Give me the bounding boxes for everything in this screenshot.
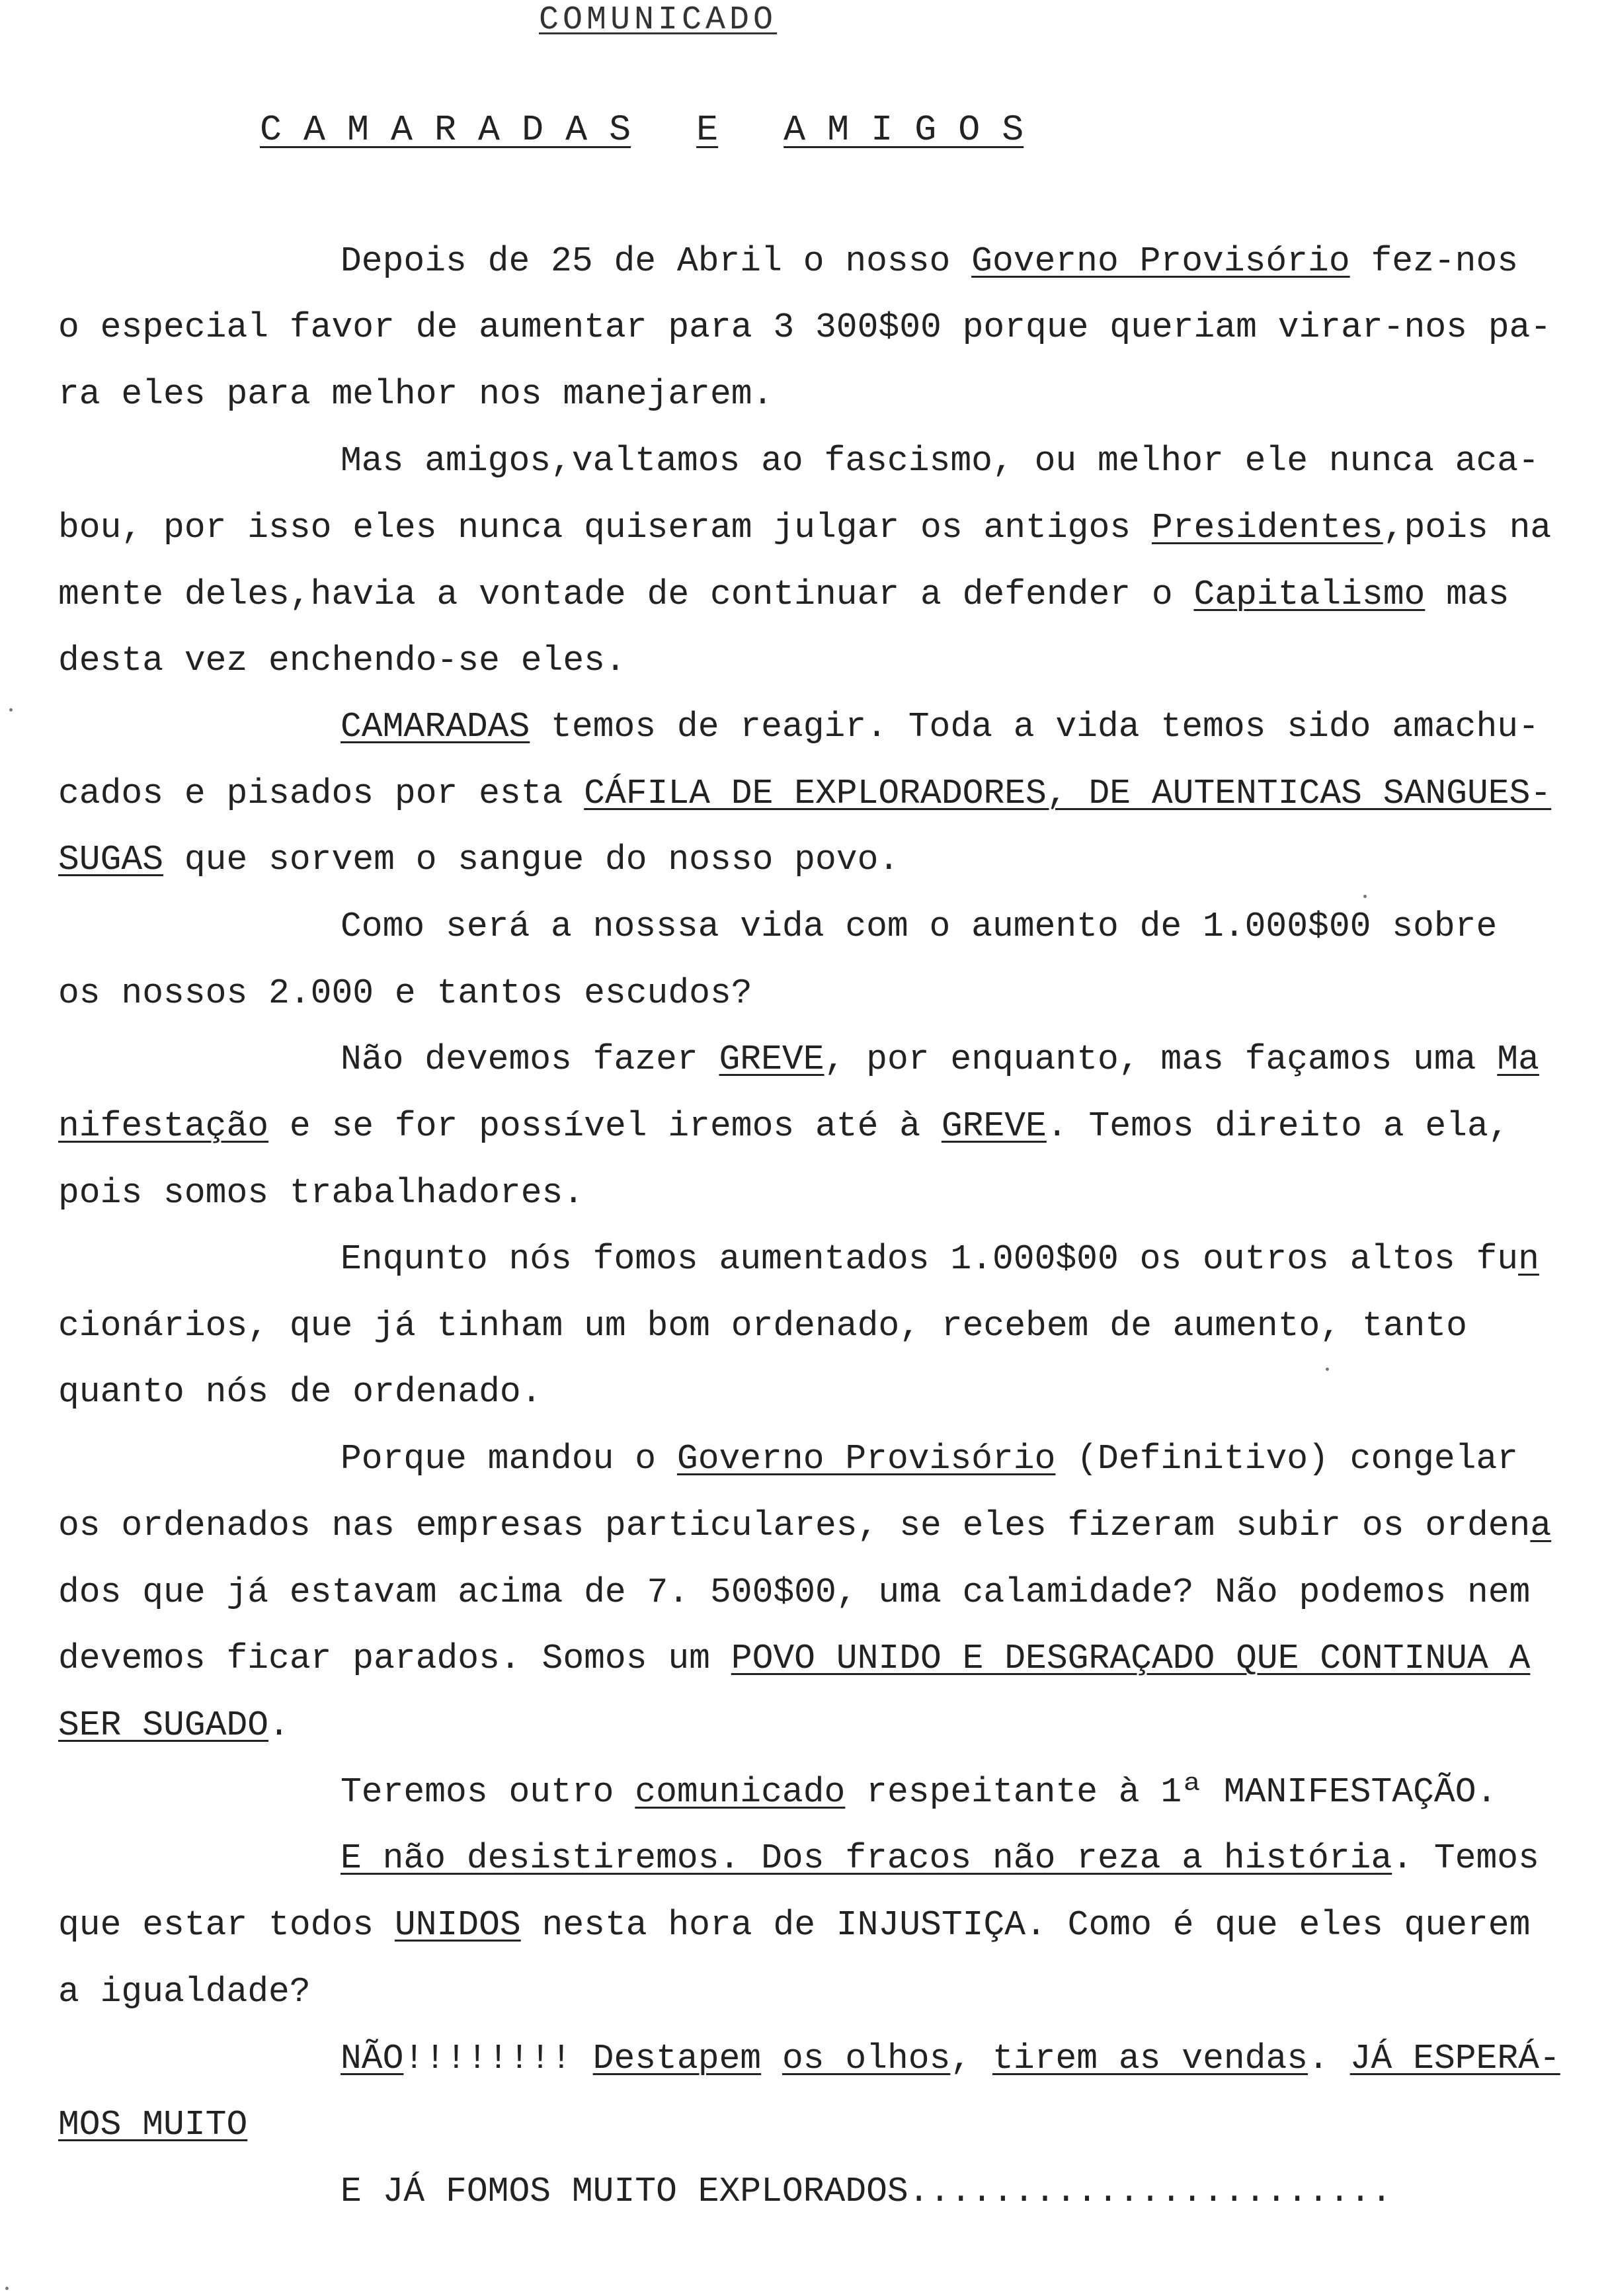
paragraph-6-line-2: cionários, que já tinham um bom ordenado, recebem de aumento, tanto [58,1306,1467,1346]
scan-speck [5,2287,9,2290]
faded-header-title: COMUNICADO [539,1,778,39]
paragraph-6-line-3: quanto nós de ordenado. [58,1372,542,1412]
paragraph-2-line-2: bou, por isso eles nunca quiseram julgar os antigos Presidentes,pois na [58,508,1552,548]
paragraph-6-line-1: Enqunto nós fomos aumentados 1.000$00 os outros altos fun [341,1239,1539,1279]
paragraph-7-line-4: devemos ficar parados. Somos um POVO UNIDO E DESGRAÇADO QUE CONTINUA A [58,1639,1531,1678]
scan-speck [9,708,13,712]
paragraph-2-line-1: Mas amigos,valtamos ao fascismo, ou melhor ele nunca aca- [341,441,1539,481]
paragraph-9-line-3: a igualdade? [58,1972,311,2012]
paragraph-3-line-3: SUGAS que sorvem o sangue do nosso povo. [58,840,900,880]
paragraph-2-line-3: mente deles,havia a vontade de continuar a defender o Capitalismo mas [58,575,1509,614]
paragraph-9-line-2: que estar todos UNIDOS nesta hora de INJUSTIÇA. Como é que eles querem [58,1905,1531,1945]
title-word-camaradas: C A M A R A D A S [260,109,631,151]
scan-speck [1363,895,1367,898]
document-title [260,109,1024,151]
paragraph-5-line-1: Não devemos fazer GREVE, por enquanto, mas façamos uma Ma [341,1040,1539,1079]
paragraph-3-line-1: CAMARADAS temos de reagir. Toda a vida temos sido amachu- [341,707,1539,747]
paragraph-5-line-3: pois somos trabalhadores. [58,1173,584,1213]
paragraph-1-line-2: o especial favor de aumentar para 3 300$00 porque queriam virar-nos pa- [58,308,1552,347]
paragraph-5-line-2: nifestação e se for possível iremos até à GREVE. Temos direito a ela, [58,1106,1509,1146]
paragraph-7-line-3: dos que já estavam acima de 7. 500$00, uma calamidade? Não podemos nem [58,1573,1531,1612]
paragraph-7-line-5: SER SUGADO. [58,1705,290,1745]
paragraph-10-line-2: MOS MUITO [58,2105,248,2145]
title-word-amigos: A M I G O S [784,109,1024,151]
paragraph-4-line-2: os nossos 2.000 e tantos escudos? [58,973,752,1013]
paragraph-8-line-1: Teremos outro comunicado respeitante à 1ª MANIFESTAÇÃO. [341,1772,1498,1812]
scan-speck [1326,1368,1329,1371]
paragraph-2-line-4: desta vez enchendo-se eles. [58,641,626,680]
paragraph-10-line-1: NÃO!!!!!!!! Destapem os olhos, tirem as vendas. JÁ ESPERÁ- [341,2039,1560,2078]
paragraph-3-line-2: cados e pisados por esta CÁFILA DE EXPLORADORES, DE AUTENTICAS SANGUES- [58,774,1552,813]
paragraph-11-line-1: E JÁ FOMOS MUITO EXPLORADOS....................... [341,2172,1392,2211]
paragraph-1-line-1: Depois de 25 de Abril o nosso Governo Provisório fez-nos [341,241,1519,281]
paragraph-1-line-3: ra eles para melhor nos manejarem. [58,374,774,414]
title-word-e: E [696,109,719,151]
paragraph-7-line-2: os ordenados nas empresas particulares, se eles fizeram subir os ordena [58,1506,1552,1545]
paragraph-7-line-1: Porque mandou o Governo Provisório (Definitivo) congelar [341,1439,1519,1479]
paragraph-4-line-1: Como será a nosssa vida com o aumento de 1.000$00 sobre [341,907,1498,946]
paragraph-9-line-1: E não desistiremos. Dos fracos não reza a história. Temos [341,1838,1539,1878]
